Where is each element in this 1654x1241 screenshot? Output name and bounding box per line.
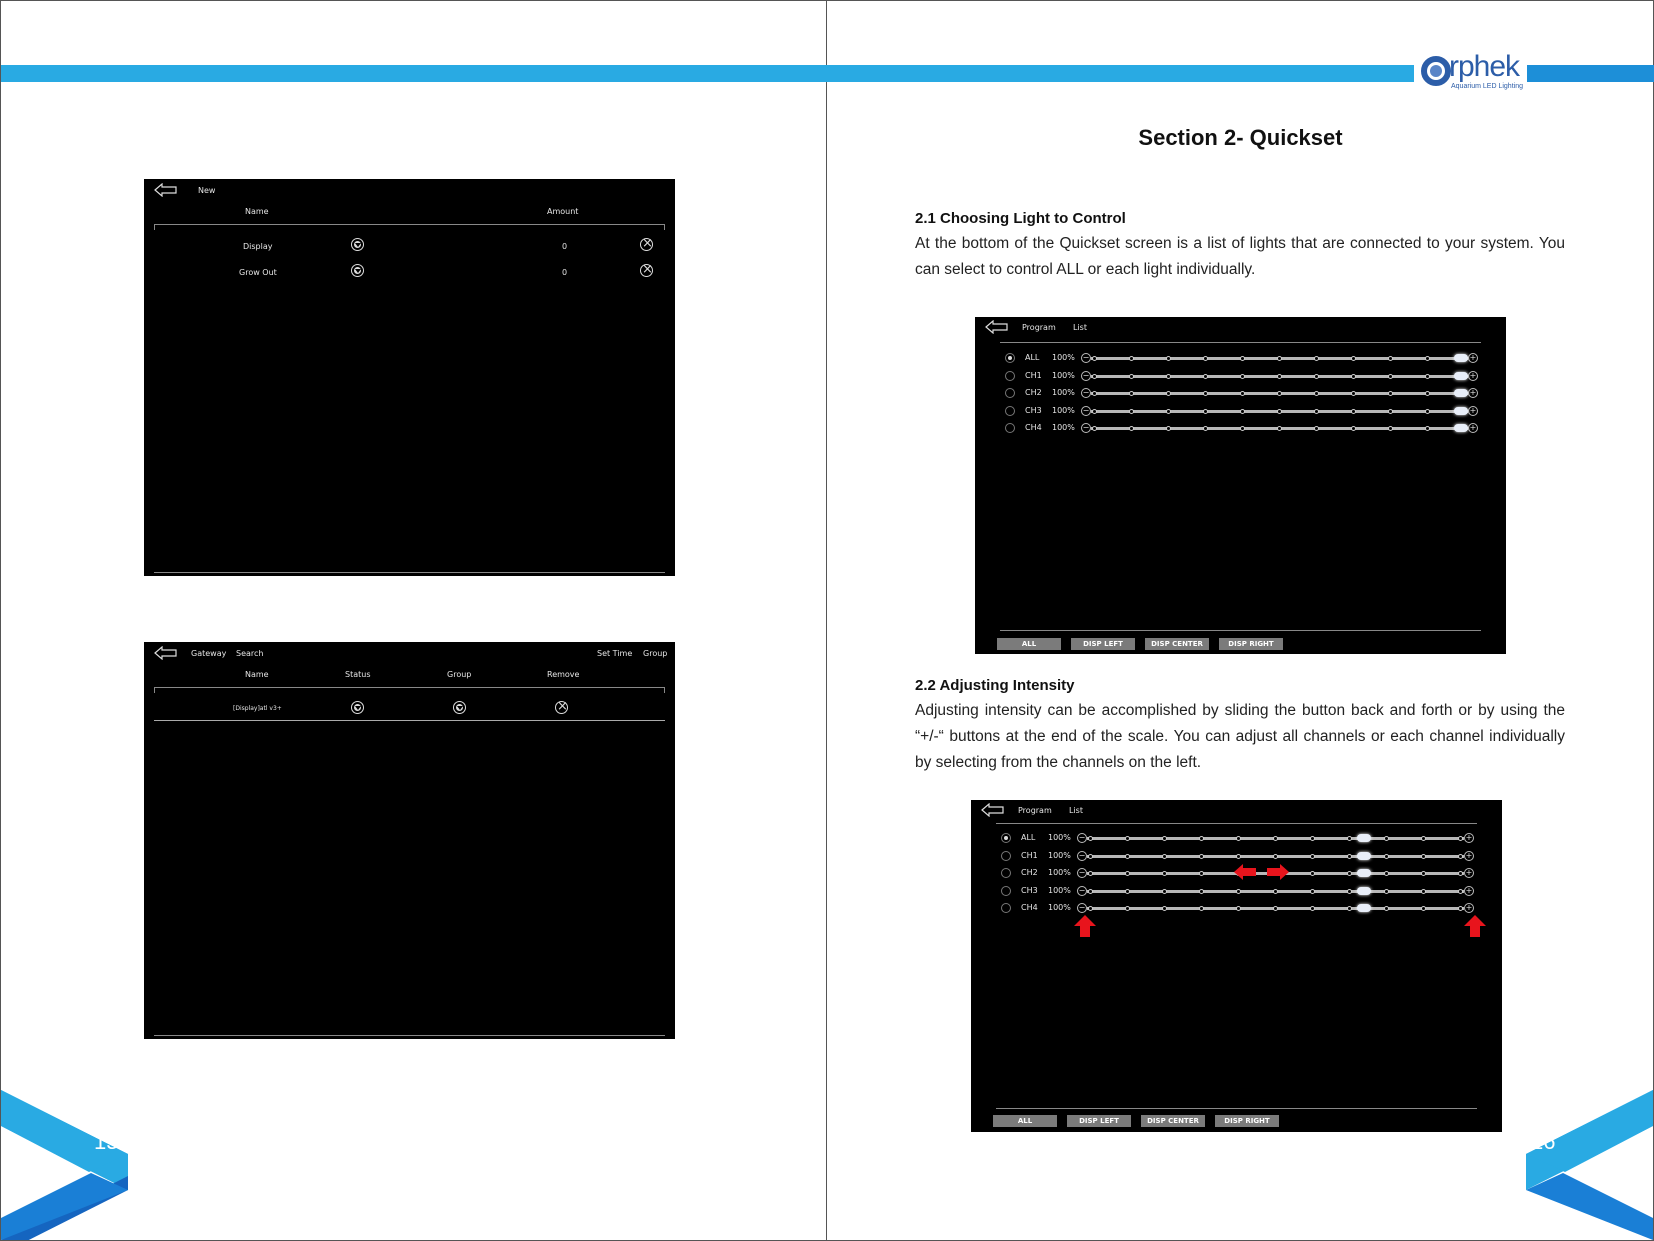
slider-step-dot — [1240, 426, 1245, 431]
channel-value: 100% — [1052, 405, 1075, 415]
logo-wordmark: rphek — [1449, 50, 1520, 83]
device-row-name: [Display]atl v3+ — [233, 705, 282, 712]
footer-divider — [154, 572, 665, 573]
channel-label: CH2 — [1025, 388, 1042, 397]
subsection-heading: 2.2 Adjusting Intensity — [915, 677, 1075, 694]
slider-step-dot — [1162, 889, 1167, 894]
quickset-screenshot — [975, 317, 1506, 654]
slider-step-dot — [1125, 889, 1130, 894]
light-tab[interactable]: DISP LEFT — [1067, 1115, 1131, 1127]
page-number: 16 — [1531, 1129, 1556, 1154]
light-tab[interactable]: ALL — [997, 638, 1061, 650]
channel-label: CH4 — [1021, 903, 1038, 912]
channel-label: CH2 — [1021, 868, 1038, 877]
subsection-paragraph: Adjusting intensity can be accomplished by sliding the button back and forth or by using the “+/-“ buttons at the end of the scale. You can adjust all channels or each channel individually by selecting from the channels on the left. — [915, 702, 1565, 771]
channel-value: 100% — [1052, 423, 1075, 432]
channel-radio[interactable] — [1001, 886, 1011, 896]
slider-step-dot — [1240, 356, 1245, 361]
slider-step-dot — [1166, 409, 1171, 414]
tab-search[interactable]: Search — [236, 649, 264, 658]
light-tab[interactable]: DISP RIGHT — [1215, 1115, 1279, 1127]
slider-thumb[interactable] — [1357, 887, 1371, 895]
back-arrow-icon[interactable] — [985, 320, 1009, 334]
status-button[interactable] — [351, 701, 364, 714]
increase-button[interactable]: + — [1465, 885, 1473, 895]
channel-value: 100% — [1048, 850, 1071, 860]
intensity-slider[interactable] — [1081, 371, 1478, 381]
channel-label: CH1 — [1021, 850, 1038, 860]
tab-program[interactable]: Program — [1018, 806, 1052, 815]
slider-step-dot — [1273, 854, 1278, 859]
decrease-button[interactable]: − — [1078, 868, 1086, 877]
slider-step-dot — [1162, 836, 1167, 841]
increase-button[interactable]: + — [1469, 370, 1477, 380]
slider-step-dot — [1199, 889, 1204, 894]
slider-thumb[interactable] — [1454, 407, 1468, 415]
slider-step-dot — [1092, 426, 1097, 431]
slider-step-dot — [1421, 854, 1426, 859]
increase-button[interactable]: + — [1465, 868, 1473, 877]
slider-step-dot — [1088, 836, 1093, 841]
slider-step-dot — [1166, 391, 1171, 396]
column-header-name: Name — [245, 670, 269, 679]
slider-step-dot — [1310, 871, 1315, 876]
slider-step-dot — [1421, 871, 1426, 876]
slider-step-dot — [1203, 409, 1208, 414]
channel-value: 100% — [1052, 353, 1075, 362]
slider-step-dot — [1314, 409, 1319, 414]
slider-thumb[interactable] — [1357, 834, 1371, 842]
right-arrow-annotation — [1267, 864, 1289, 880]
slider-step-dot — [1088, 854, 1093, 859]
channel-radio[interactable] — [1001, 851, 1011, 861]
slider-step-dot — [1203, 374, 1208, 379]
header-divider — [154, 224, 665, 225]
slider-step-dot — [1129, 356, 1134, 361]
slider-step-dot — [1166, 426, 1171, 431]
slider-step-dot — [1129, 391, 1134, 396]
up-arrow-annotation — [1464, 915, 1486, 937]
slider-step-dot — [1125, 836, 1130, 841]
slider-thumb[interactable] — [1357, 869, 1371, 877]
slider-step-dot — [1425, 409, 1430, 414]
tab-list[interactable]: List — [1073, 323, 1087, 332]
slider-step-dot — [1092, 391, 1097, 396]
up-arrow-annotation — [1074, 915, 1096, 937]
slider-step-dot — [1310, 836, 1315, 841]
slider-step-dot — [1314, 356, 1319, 361]
header-stripe — [1, 65, 828, 82]
slider-step-dot — [1351, 409, 1356, 414]
channel-label: CH3 — [1025, 405, 1042, 415]
slider-step-dot — [1129, 409, 1134, 414]
slider-step-dot — [1166, 356, 1171, 361]
channel-value: 100% — [1048, 833, 1071, 842]
slider-step-dot — [1421, 889, 1426, 894]
slider-step-dot — [1425, 426, 1430, 431]
remove-button[interactable] — [555, 701, 568, 714]
slider-step-dot — [1125, 871, 1130, 876]
light-tab[interactable]: DISP LEFT — [1071, 638, 1135, 650]
light-tab[interactable]: DISP CENTER — [1141, 1115, 1205, 1127]
column-header-amount: Amount — [547, 207, 579, 216]
slider-step-dot — [1236, 854, 1241, 859]
footer-divider — [1000, 630, 1481, 631]
channel-label: ALL — [1025, 353, 1040, 362]
slider-step-dot — [1092, 356, 1097, 361]
increase-button[interactable]: + — [1465, 850, 1473, 860]
slider-thumb[interactable] — [1454, 389, 1468, 397]
slider-step-dot — [1458, 889, 1463, 894]
increase-button[interactable]: + — [1465, 903, 1473, 912]
slider-step-dot — [1458, 871, 1463, 876]
footer-divider — [154, 1035, 665, 1036]
increase-button[interactable]: + — [1469, 353, 1477, 362]
slider-step-dot — [1384, 836, 1389, 841]
footer-divider — [996, 1108, 1477, 1109]
channel-radio[interactable] — [1005, 388, 1015, 398]
tab-gateway[interactable]: Gateway — [191, 649, 227, 658]
quickset-intensity-screenshot — [971, 800, 1502, 1132]
slider-step-dot — [1273, 836, 1278, 841]
light-tab[interactable]: DISP RIGHT — [1219, 638, 1283, 650]
slider-step-dot — [1166, 374, 1171, 379]
subsection-heading: 2.1 Choosing Light to Control — [915, 210, 1126, 227]
tab-list[interactable]: List — [1069, 806, 1083, 815]
slider-step-dot — [1384, 854, 1389, 859]
slider-thumb[interactable] — [1454, 354, 1468, 362]
slider-step-dot — [1458, 854, 1463, 859]
decrease-button[interactable]: − — [1078, 833, 1086, 842]
slider-thumb[interactable] — [1454, 424, 1468, 432]
slider-step-dot — [1088, 889, 1093, 894]
slider-step-dot — [1162, 906, 1167, 911]
groups-screenshot — [144, 179, 675, 576]
increase-button[interactable]: + — [1469, 388, 1477, 397]
back-arrow-icon[interactable] — [154, 646, 178, 660]
header-divider — [1000, 342, 1481, 343]
slider-step-dot — [1125, 854, 1130, 859]
slider-step-dot — [1273, 889, 1278, 894]
slider-step-dot — [1129, 426, 1134, 431]
group-row-name: Grow Out — [239, 268, 277, 277]
slider-step-dot — [1277, 426, 1282, 431]
channel-radio[interactable] — [1005, 371, 1015, 381]
back-arrow-icon[interactable] — [981, 803, 1005, 817]
slider-step-dot — [1425, 391, 1430, 396]
channel-value: 100% — [1048, 903, 1071, 912]
decrease-button[interactable]: − — [1082, 423, 1090, 432]
channel-label: CH4 — [1025, 423, 1042, 432]
row-divider — [154, 720, 665, 721]
group-row-name: Display — [243, 242, 273, 251]
slider-step-dot — [1236, 889, 1241, 894]
slider-step-dot — [1199, 906, 1204, 911]
channel-label: CH3 — [1021, 885, 1038, 895]
slider-step-dot — [1277, 391, 1282, 396]
slider-step-dot — [1384, 889, 1389, 894]
tab-new[interactable]: New — [198, 186, 216, 195]
header-divider — [154, 687, 665, 688]
channel-value: 100% — [1052, 370, 1075, 380]
slider-step-dot — [1199, 854, 1204, 859]
slider-step-dot — [1458, 906, 1463, 911]
group-button[interactable] — [453, 701, 466, 714]
slider-step-dot — [1388, 356, 1393, 361]
slider-step-dot — [1240, 374, 1245, 379]
decrease-button[interactable]: − — [1082, 388, 1090, 397]
page-number: 15 — [94, 1129, 119, 1154]
slider-step-dot — [1388, 426, 1393, 431]
gateway-screenshot — [144, 642, 675, 1039]
decrease-button[interactable]: − — [1078, 903, 1086, 912]
intensity-slider[interactable] — [1081, 353, 1478, 363]
corner-chevron-decoration — [1, 1090, 131, 1240]
decrease-button[interactable]: − — [1082, 370, 1090, 380]
slider-step-dot — [1092, 409, 1097, 414]
logo-o-mark — [1421, 56, 1451, 86]
increase-button[interactable]: + — [1465, 833, 1473, 842]
slider-step-dot — [1162, 871, 1167, 876]
channel-radio[interactable] — [1005, 353, 1015, 363]
tab-group[interactable]: Group — [643, 649, 668, 658]
slider-step-dot — [1240, 409, 1245, 414]
channel-label: CH1 — [1025, 370, 1042, 380]
slider-step-dot — [1310, 906, 1315, 911]
slider-thumb[interactable] — [1454, 372, 1468, 380]
increase-button[interactable]: + — [1469, 423, 1477, 432]
slider-step-dot — [1421, 836, 1426, 841]
slider-step-dot — [1277, 409, 1282, 414]
column-header-remove: Remove — [547, 670, 580, 679]
slider-step-dot — [1351, 356, 1356, 361]
decrease-button[interactable]: − — [1078, 850, 1086, 860]
decrease-button[interactable]: − — [1078, 885, 1086, 895]
slider-step-dot — [1277, 356, 1282, 361]
intensity-slider[interactable] — [1077, 851, 1474, 861]
back-arrow-icon[interactable] — [154, 183, 178, 197]
intensity-slider[interactable] — [1081, 388, 1478, 398]
channel-radio[interactable] — [1001, 868, 1011, 878]
channel-value: 100% — [1052, 388, 1075, 397]
increase-button[interactable]: + — [1469, 405, 1477, 415]
orphek-logo — [1421, 50, 1525, 95]
slider-step-dot — [1310, 889, 1315, 894]
slider-step-dot — [1421, 906, 1426, 911]
slider-step-dot — [1236, 836, 1241, 841]
tab-program[interactable]: Program — [1022, 323, 1056, 332]
slider-step-dot — [1351, 391, 1356, 396]
slider-step-dot — [1092, 374, 1097, 379]
slider-step-dot — [1162, 854, 1167, 859]
slider-step-dot — [1314, 374, 1319, 379]
slider-step-dot — [1347, 889, 1352, 894]
slider-step-dot — [1314, 426, 1319, 431]
slider-step-dot — [1310, 854, 1315, 859]
section-title: Section 2- Quickset — [1138, 125, 1343, 150]
slider-step-dot — [1351, 374, 1356, 379]
slider-step-dot — [1125, 906, 1130, 911]
slider-step-dot — [1347, 854, 1352, 859]
slider-step-dot — [1129, 374, 1134, 379]
column-header-name: Name — [245, 207, 269, 216]
slider-step-dot — [1425, 356, 1430, 361]
slider-step-dot — [1458, 836, 1463, 841]
expand-button[interactable] — [351, 238, 364, 251]
slider-step-dot — [1314, 391, 1319, 396]
slider-step-dot — [1277, 374, 1282, 379]
slider-step-dot — [1347, 906, 1352, 911]
decrease-button[interactable]: − — [1082, 405, 1090, 415]
channel-radio[interactable] — [1005, 423, 1015, 433]
slider-step-dot — [1273, 906, 1278, 911]
channel-label: ALL — [1021, 833, 1036, 842]
column-header-group: Group — [447, 670, 472, 679]
slider-thumb[interactable] — [1357, 904, 1371, 912]
slider-thumb[interactable] — [1357, 852, 1371, 860]
intensity-slider[interactable] — [1077, 903, 1474, 913]
slider-step-dot — [1347, 871, 1352, 876]
slider-step-dot — [1384, 871, 1389, 876]
group-row-amount: 0 — [562, 268, 568, 277]
remove-button[interactable] — [640, 238, 653, 251]
channel-value: 100% — [1048, 868, 1071, 877]
expand-button[interactable] — [351, 264, 364, 277]
decrease-button[interactable]: − — [1082, 353, 1090, 362]
slider-step-dot — [1203, 426, 1208, 431]
header-stripe-end — [1527, 65, 1654, 82]
left-arrow-annotation — [1234, 864, 1256, 880]
light-tab[interactable]: ALL — [993, 1115, 1057, 1127]
intensity-slider[interactable] — [1077, 833, 1474, 843]
slider-step-dot — [1203, 391, 1208, 396]
header-stripe — [827, 65, 1414, 82]
group-row-amount: 0 — [562, 242, 568, 251]
slider-step-dot — [1240, 391, 1245, 396]
tab-set-time[interactable]: Set Time — [597, 649, 633, 658]
slider-step-dot — [1203, 356, 1208, 361]
slider-step-dot — [1199, 836, 1204, 841]
slider-step-dot — [1088, 871, 1093, 876]
slider-step-dot — [1351, 426, 1356, 431]
slider-step-dot — [1388, 409, 1393, 414]
right-page — [827, 0, 1654, 1241]
channel-value: 100% — [1048, 885, 1071, 895]
light-tab[interactable]: DISP CENTER — [1145, 638, 1209, 650]
slider-step-dot — [1384, 906, 1389, 911]
slider-step-dot — [1388, 391, 1393, 396]
intensity-slider[interactable] — [1077, 886, 1474, 896]
subsection-paragraph: At the bottom of the Quickset screen is a list of lights that are connected to your system. You can select to control ALL or each light individually. — [915, 235, 1565, 278]
slider-step-dot — [1088, 906, 1093, 911]
intensity-slider[interactable] — [1081, 406, 1478, 416]
remove-button[interactable] — [640, 264, 653, 277]
header-divider — [996, 823, 1477, 824]
slider-step-dot — [1425, 374, 1430, 379]
slider-step-dot — [1347, 836, 1352, 841]
intensity-slider[interactable] — [1081, 423, 1478, 433]
logo-tagline: Aquarium LED Lighting — [1451, 83, 1523, 90]
channel-radio[interactable] — [1001, 903, 1011, 913]
slider-step-dot — [1199, 871, 1204, 876]
channel-radio[interactable] — [1001, 833, 1011, 843]
channel-radio[interactable] — [1005, 406, 1015, 416]
slider-step-dot — [1236, 906, 1241, 911]
corner-chevron-decoration — [1523, 1090, 1653, 1240]
column-header-status: Status — [345, 670, 371, 679]
slider-step-dot — [1388, 374, 1393, 379]
